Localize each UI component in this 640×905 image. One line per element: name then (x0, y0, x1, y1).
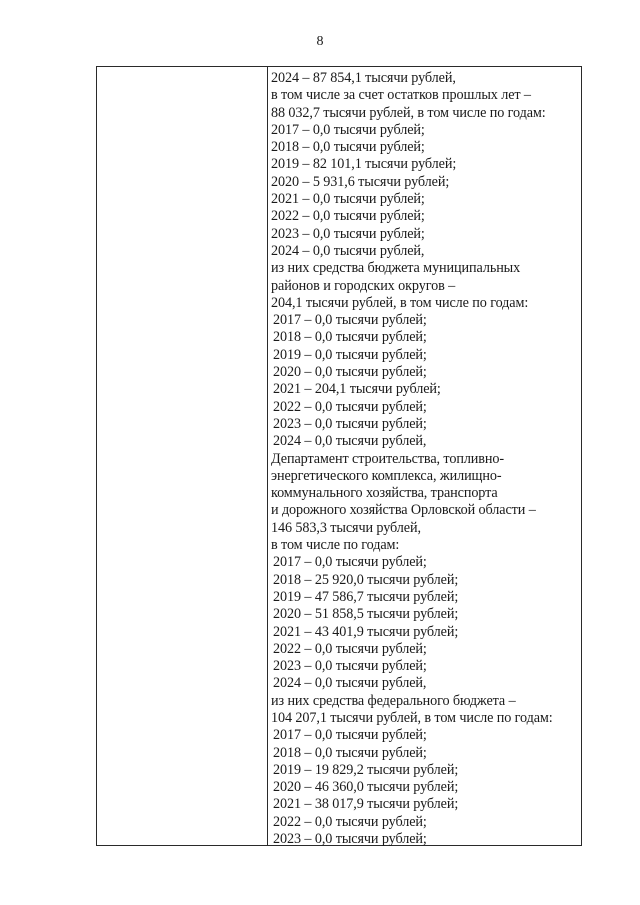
text-line: 2022 – 0,0 тысячи рублей; (271, 208, 425, 225)
text-line: 2020 – 51 858,5 тысячи рублей; (273, 606, 459, 623)
text-line: из них средства бюджета муниципальных (271, 260, 521, 277)
text-line: 2018 – 0,0 тысячи рублей; (273, 744, 427, 761)
text-line: 2020 – 0,0 тысячи рублей; (273, 364, 427, 381)
text-line: 2024 – 87 854,1 тысячи рублей, (271, 70, 456, 86)
text-line: 2020 – 46 360,0 тысячи рублей; (273, 779, 459, 796)
text-line: 2021 – 0,0 тысячи рублей; (271, 191, 425, 208)
text-line: 146 583,3 тысячи рублей, (271, 519, 421, 536)
text-line: 2021 – 38 017,9 тысячи рублей; (273, 796, 459, 813)
text-line: 88 032,7 тысячи рублей, в том числе по годам: (271, 104, 546, 121)
table-right-cell (271, 70, 579, 848)
text-line: районов и городских округов – (271, 277, 456, 294)
text-line: 2021 – 204,1 тысячи рублей; (273, 381, 441, 398)
text-line: 2022 – 0,0 тысячи рублей; (273, 398, 427, 415)
text-line: 104 207,1 тысячи рублей, в том числе по годам: (271, 709, 553, 726)
text-line: 2019 – 82 101,1 тысячи рублей; (271, 156, 457, 173)
text-line: 2023 – 0,0 тысячи рублей; (273, 658, 427, 675)
text-line: коммунального хозяйства, транспорта (271, 485, 498, 502)
table-left-cell (97, 67, 267, 845)
page-number: 8 (316, 34, 324, 49)
text-line: 2017 – 0,0 тысячи рублей; (273, 554, 427, 571)
text-line: Департамент строительства, топливно- (271, 450, 505, 467)
column-divider (267, 67, 268, 845)
text-line: в том числе по годам: (271, 537, 400, 554)
text-line: 2019 – 47 586,7 тысячи рублей; (273, 588, 459, 605)
text-line: 204,1 тысячи рублей, в том числе по годам: (271, 294, 529, 311)
text-line: 2021 – 43 401,9 тысячи рублей; (273, 623, 459, 640)
text-line: 2022 – 0,0 тысячи рублей; (273, 640, 427, 657)
text-line: 2024 – 0,0 тысячи рублей, (273, 433, 427, 450)
text-line: 2017 – 0,0 тысячи рублей; (273, 312, 427, 329)
text-line: энергетического комплекса, жилищно- (271, 467, 502, 484)
text-line: 2017 – 0,0 тысячи рублей; (273, 727, 427, 744)
text-line: 2023 – 0,0 тысячи рублей; (271, 225, 425, 242)
text-line: из них средства федерального бюджета – (271, 692, 516, 709)
text-line: 2024 – 0,0 тысячи рублей, (273, 675, 427, 692)
text-line: 2020 – 5 931,6 тысячи рублей; (271, 173, 450, 190)
text-line: 2019 – 19 829,2 тысячи рублей; (273, 761, 459, 778)
text-line: 2024 – 0,0 тысячи рублей, (271, 242, 425, 259)
funding-table (96, 66, 582, 846)
text-line: 2018 – 0,0 тысячи рублей; (271, 139, 425, 156)
text-line: 2018 – 0,0 тысячи рублей; (273, 329, 427, 346)
text-line: 2023 – 0,0 тысячи рублей; (273, 831, 427, 848)
text-line: и дорожного хозяйства Орловской области – (271, 502, 536, 519)
text-line: 2019 – 0,0 тысячи рублей; (273, 346, 427, 363)
text-line: 2023 – 0,0 тысячи рублей; (273, 415, 427, 432)
text-line: 2022 – 0,0 тысячи рублей; (273, 813, 427, 830)
text-line: 2017 – 0,0 тысячи рублей; (271, 121, 425, 138)
text-line: 2018 – 25 920,0 тысячи рублей; (273, 571, 459, 588)
text-line: в том числе за счет остатков прошлых лет – (271, 87, 531, 104)
